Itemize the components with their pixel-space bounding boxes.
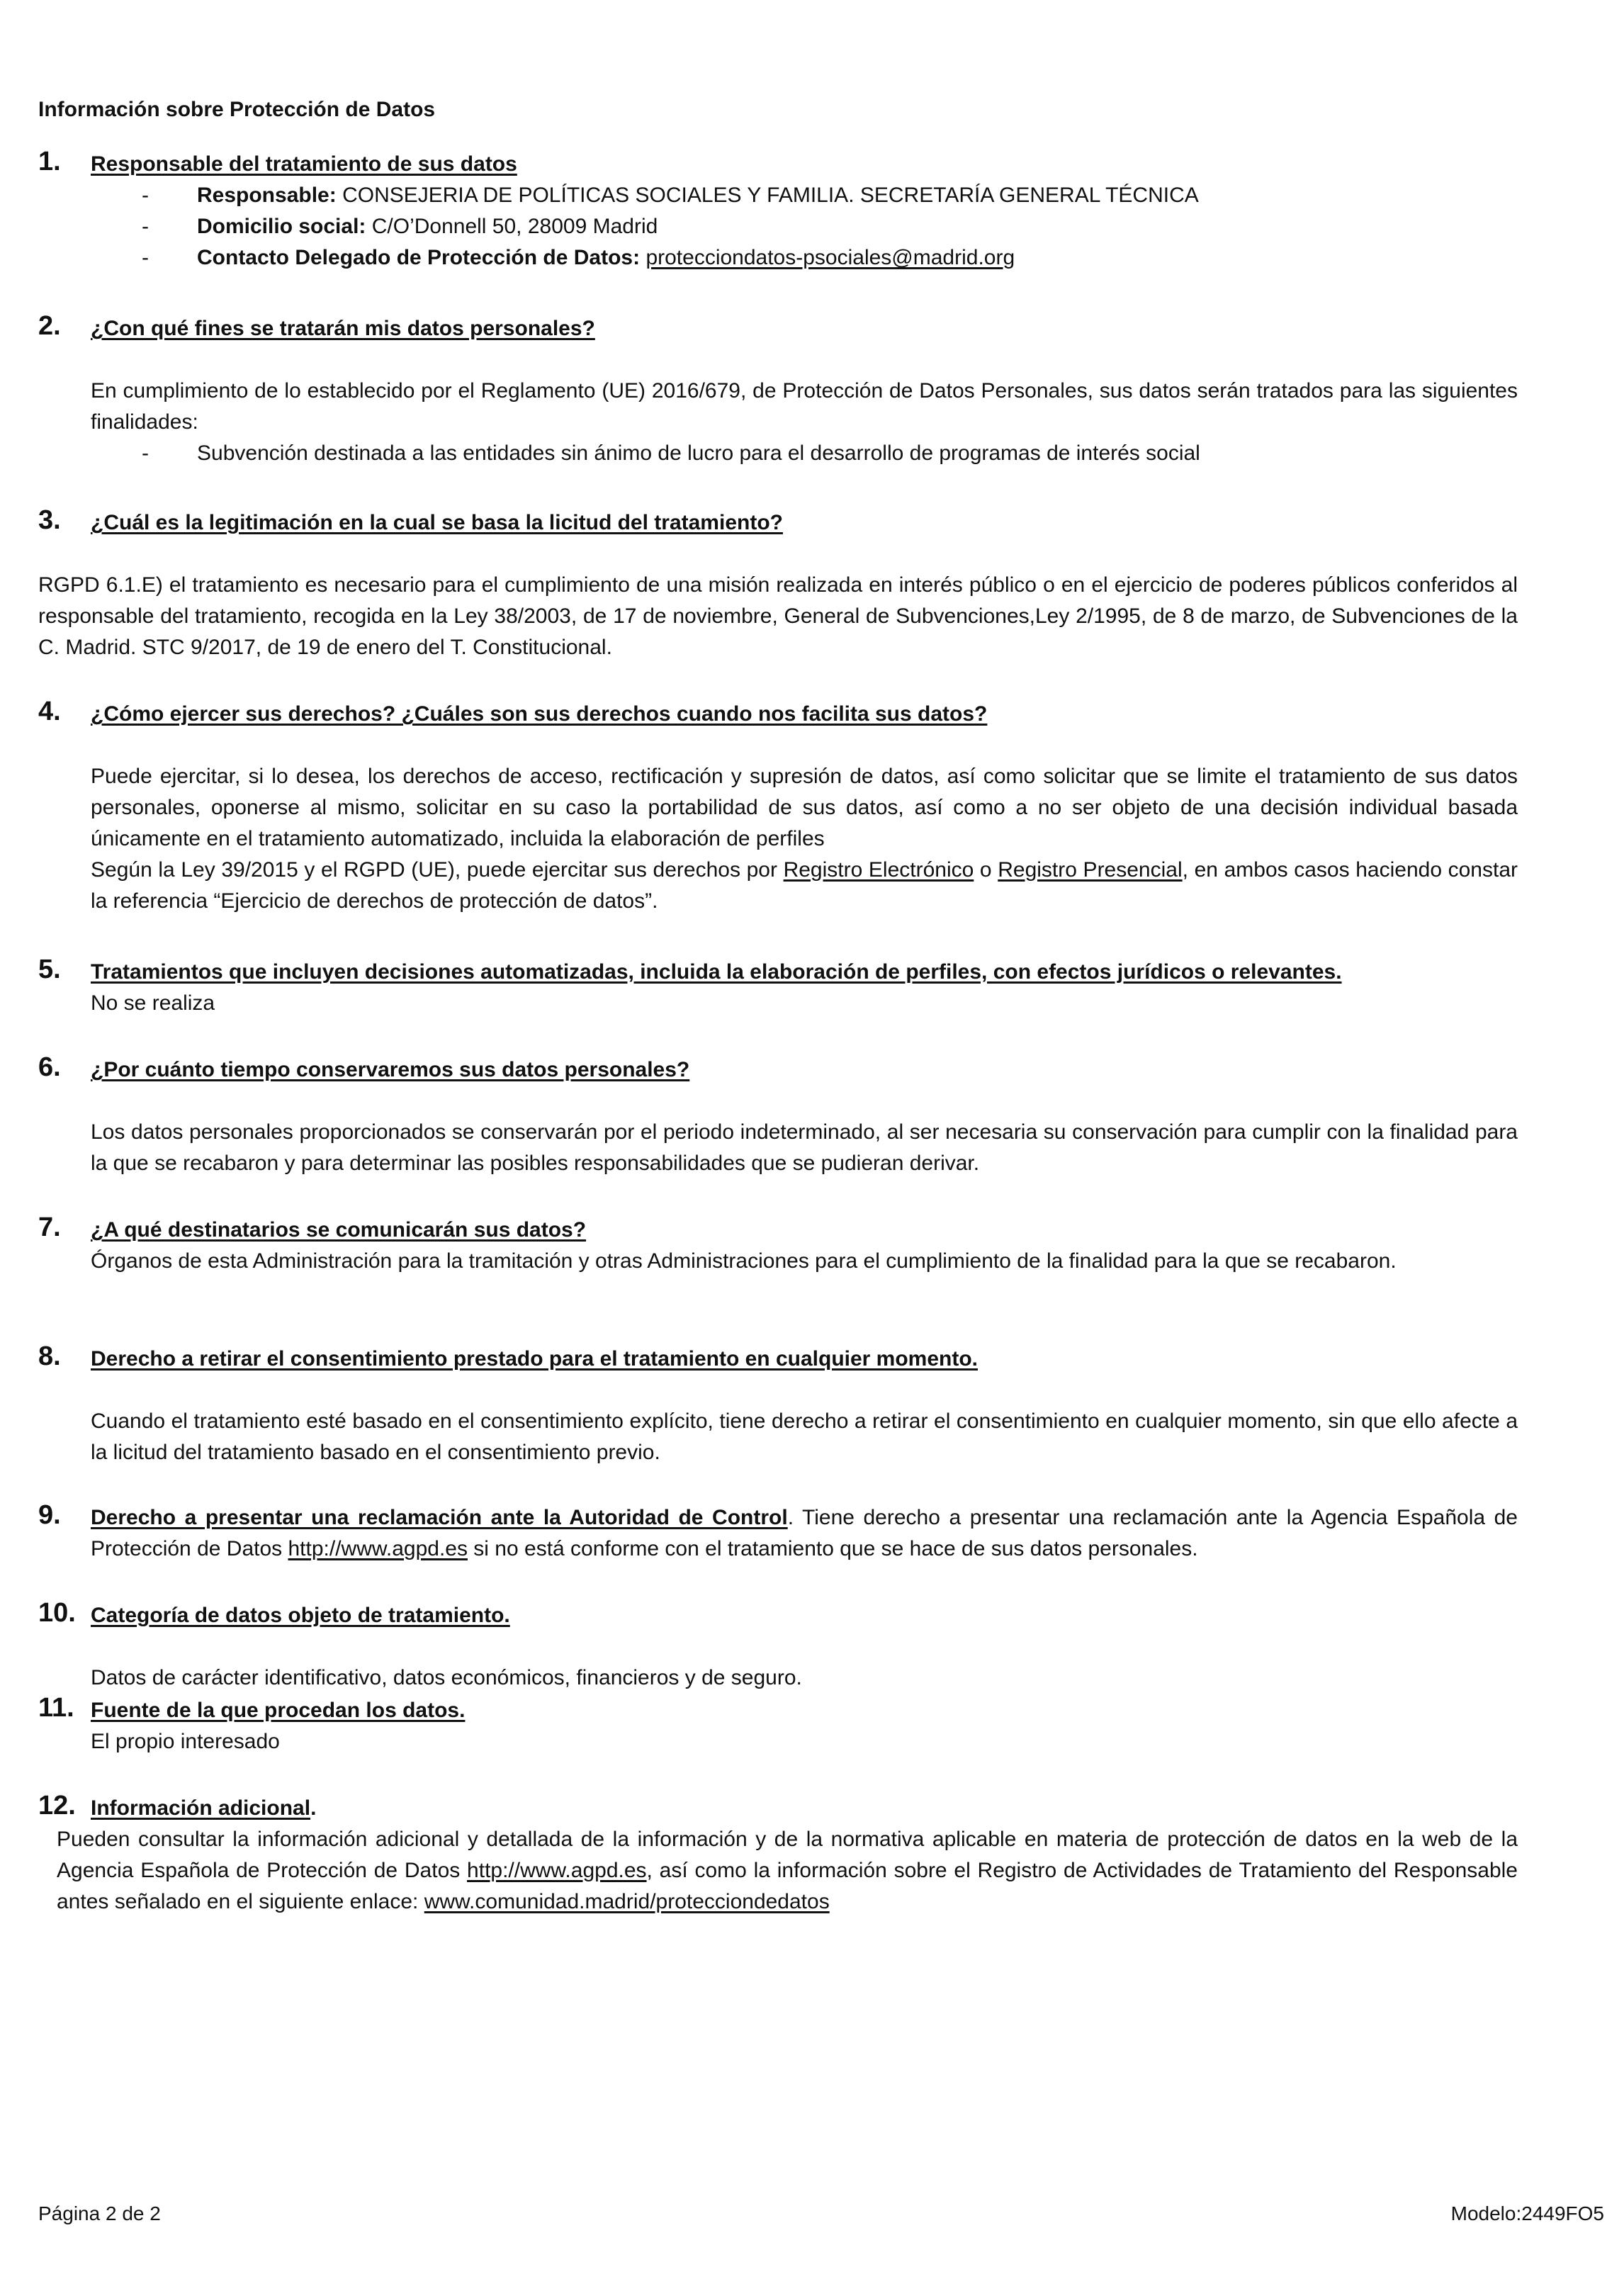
section-7-text: Órganos de esta Administración para la tramitación y otras Administraciones para el cumplimiento de la finalidad para la que se recabaron. <box>91 1249 1397 1273</box>
section-4-heading: ¿Cómo ejercer sus derechos? ¿Cuáles son sus derechos cuando nos facilita sus datos? <box>91 702 988 726</box>
dpo-email-link[interactable]: protecciondatos-psociales@madrid.org <box>645 246 1015 269</box>
contacto-item: Contacto Delegado de Protección de Datos: protecciondatos-psociales@madrid.org <box>197 246 1015 269</box>
section-2-number: 2. <box>38 311 61 341</box>
section-1-number: 1. <box>38 147 61 176</box>
model-number: Modelo:2449FO5 <box>1450 2202 1604 2224</box>
section-9-number: 9. <box>38 1500 61 1530</box>
section-11-number: 11. <box>38 1693 74 1723</box>
section-5-heading: Tratamientos que incluyen decisiones automatizadas, incluida la elaboración de perfiles, con efectos jurídicos o relevantes. <box>91 960 1342 984</box>
section-12-text: Pueden consultar la información adicional y detallada de la información y de la normativa aplicable en materia de protección de datos en la web de la Agencia Española de Protección de Datos http://www.agpd.es, así como la información sobre el Registro de Actividades de Tratamiento del Responsable antes señalado en el siguiente enlace: www.comunidad.madrid/protecciondedatos <box>57 1828 1518 1913</box>
section-10-heading: Categoría de datos objeto de tratamiento. <box>91 1604 510 1627</box>
section-8-heading: Derecho a retirar el consentimiento prestado para el tratamiento en cualquier momento. <box>91 1347 979 1371</box>
section-9-heading: Derecho a presentar una reclamación ante la Autoridad de Control <box>91 1506 788 1529</box>
responsable-item: Responsable: CONSEJERIA DE POLÍTICAS SOCIALES Y FAMILIA. SECRETARÍA GENERAL TÉCNICA <box>197 184 1199 207</box>
agpd-link-2[interactable]: http://www.agpd.es <box>467 1859 647 1882</box>
section-11-text: El propio interesado <box>91 1730 280 1753</box>
section-2-text: En cumplimiento de lo establecido por el Reglamento (UE) 2016/679, de Protección de Datos Personales, sus datos serán tratados para las siguientes finalidades: <box>91 379 1518 434</box>
section-4-text-2: Según la Ley 39/2015 y el RGPD (UE), puede ejercitar sus derechos por Registro Electrónico o Registro Presencial, en ambos casos haciendo constar la referencia “Ejercicio de derechos de protección de datos”. <box>91 858 1518 913</box>
section-2-bullet: Subvención destinada a las entidades sin ánimo de lucro para el desarrollo de programas de interés social <box>197 441 1200 465</box>
agpd-link[interactable]: http://www.agpd.es <box>288 1537 468 1560</box>
page-number: Página 2 de 2 <box>38 2202 161 2224</box>
section-4-number: 4. <box>38 697 61 726</box>
section-3-heading: ¿Cuál es la legitimación en la cual se basa la licitud del tratamiento? <box>91 511 783 534</box>
bullet-dash: - <box>142 215 149 238</box>
section-7-number: 7. <box>38 1212 61 1242</box>
section-5-number: 5. <box>38 955 61 984</box>
section-1-heading: Responsable del tratamiento de sus datos <box>91 152 517 176</box>
bullet-dash: - <box>142 246 149 269</box>
section-12-heading: Información adicional <box>91 1796 311 1820</box>
section-7-heading: ¿A qué destinatarios se comunicarán sus datos? <box>91 1218 587 1242</box>
section-6-text: Los datos personales proporcionados se conservarán por el periodo indeterminado, al ser necesaria su conservación para cumplir con la finalidad para la que se recabaron y para determinar las posibles responsabilidades que se pudieran derivar. <box>91 1120 1518 1175</box>
section-10-text: Datos de carácter identificativo, datos económicos, financieros y de seguro. <box>91 1666 802 1689</box>
section-3-text: RGPD 6.1.E) el tratamiento es necesario para el cumplimiento de una misión realizada en interés público o en el ejercicio de poderes públicos conferidos al responsable del tratamiento, recogida en la Ley 38/2003, de 17 de noviembre, General de Subvenciones,Ley 2/1995, de 8 de marzo, de Subvenciones de la C. Madrid. STC 9/2017, de 19 de enero del T. Constitucional. <box>38 573 1518 659</box>
section-8-text: Cuando el tratamiento esté basado en el consentimiento explícito, tiene derecho a retirar el consentimiento en cualquier momento, sin que ello afecte a la licitud del tratamiento basado en el consentimiento previo. <box>91 1409 1518 1464</box>
bullet-dash: - <box>142 184 149 207</box>
section-5-text: No se realiza <box>91 991 215 1015</box>
section-3-number: 3. <box>38 505 61 535</box>
section-11-heading: Fuente de la que procedan los datos. <box>91 1699 466 1722</box>
document-title: Información sobre Protección de Datos <box>38 98 436 121</box>
registro-presencial-link[interactable]: Registro Presencial <box>998 858 1183 882</box>
section-10-number: 10. <box>38 1598 76 1628</box>
section-9-text: Derecho a presentar una reclamación ante la Autoridad de Control. Tiene derecho a presentar una reclamación ante la Agencia Española de Protección de Datos http://www.agpd.es si no está conforme con el tratamiento que se hace de sus datos personales. <box>91 1506 1518 1560</box>
comunidad-madrid-link[interactable]: www.comunidad.madrid/protecciondedatos <box>424 1890 830 1913</box>
section-6-number: 6. <box>38 1052 61 1082</box>
section-12-number: 12. <box>38 1791 76 1821</box>
section-2-heading: ¿Con qué fines se tratarán mis datos personales? <box>91 317 595 340</box>
section-4-text-1: Puede ejercitar, si lo desea, los derechos de acceso, rectificación y supresión de datos, así como solicitar que se limite el tratamiento de sus datos personales, oponerse al mismo, solicitar en su caso la portabilidad de sus datos, así como a no ser objeto de una decisión individual basada únicamente en el tratamiento automatizado, incluida la elaboración de perfiles <box>91 765 1518 850</box>
registro-electronico-link[interactable]: Registro Electrónico <box>783 858 974 882</box>
section-8-number: 8. <box>38 1341 61 1371</box>
section-6-heading: ¿Por cuánto tiempo conservaremos sus datos personales? <box>91 1058 690 1081</box>
bullet-dash: - <box>142 441 149 465</box>
domicilio-item: Domicilio social: C/O’Donnell 50, 28009 Madrid <box>197 215 658 238</box>
section-12-heading-line: Información adicional. <box>91 1796 317 1820</box>
